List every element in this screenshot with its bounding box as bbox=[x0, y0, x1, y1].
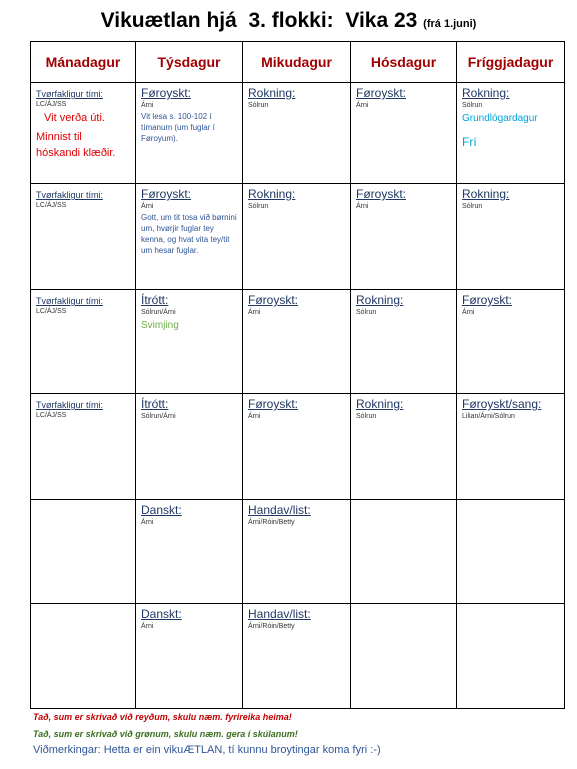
schedule-row-4 bbox=[31, 394, 565, 500]
holiday-note: Frí bbox=[462, 135, 477, 149]
subject-label: Tvørfakligur tími: bbox=[36, 89, 104, 99]
teacher-label: Sólrun/Árni bbox=[141, 309, 176, 316]
subject-label: Tvørfakligur tími: bbox=[36, 190, 104, 200]
cell-thursday-3 bbox=[351, 290, 457, 394]
subject-label: Handav/list: bbox=[248, 607, 311, 621]
cell-monday-6 bbox=[31, 604, 136, 709]
subject-label: Føroyskt: bbox=[248, 397, 298, 411]
homework-note: hóskandi klæðir. bbox=[36, 147, 116, 159]
day-header-friday: Fríggjadagur bbox=[457, 42, 565, 83]
cell-friday-3 bbox=[457, 290, 565, 394]
cell-friday-1 bbox=[457, 83, 565, 184]
lesson-note: Vit lesa s. 100-102 í tímanum (um fuglar í Føroyum). bbox=[141, 112, 215, 143]
homework-note: Vit verða úti. bbox=[44, 112, 105, 124]
cell-thursday-2 bbox=[351, 184, 457, 290]
cell-tuesday-2 bbox=[136, 184, 243, 290]
teacher-label: LC/ÁJ/SS bbox=[36, 202, 67, 209]
cell-tuesday-1 bbox=[136, 83, 243, 184]
cell-monday-4 bbox=[31, 394, 136, 500]
teacher-label: LC/ÁJ/SS bbox=[36, 412, 67, 419]
subject-label: Føroyskt: bbox=[141, 86, 191, 100]
cell-monday-5 bbox=[31, 500, 136, 604]
cell-wednesday-3 bbox=[243, 290, 351, 394]
cell-friday-2 bbox=[457, 184, 565, 290]
holiday-note: Grundlógardagur bbox=[462, 113, 538, 124]
teacher-label: Árni bbox=[141, 519, 154, 526]
subject-label: Tvørfakligur tími: bbox=[36, 296, 104, 306]
cell-friday-5 bbox=[457, 500, 565, 604]
teacher-label: Sólrun bbox=[248, 102, 269, 109]
cell-monday-3 bbox=[31, 290, 136, 394]
cell-thursday-1 bbox=[351, 83, 457, 184]
teacher-label: Árni bbox=[462, 309, 475, 316]
school-task-note: Svimjing bbox=[141, 320, 179, 331]
teacher-label: LC/ÁJ/SS bbox=[36, 101, 67, 108]
schedule-row-1 bbox=[31, 83, 565, 184]
day-header-row bbox=[31, 42, 565, 83]
cell-tuesday-6 bbox=[136, 604, 243, 709]
cell-tuesday-4 bbox=[136, 394, 243, 500]
cell-thursday-4 bbox=[351, 394, 457, 500]
subject-label: Føroyskt: bbox=[356, 86, 406, 100]
weekly-schedule-table bbox=[30, 41, 565, 709]
cell-friday-6 bbox=[457, 604, 565, 709]
subject-label: Tvørfakligur tími: bbox=[36, 400, 104, 410]
subject-label: Føroyskt: bbox=[462, 293, 512, 307]
cell-wednesday-1 bbox=[243, 83, 351, 184]
cell-wednesday-6 bbox=[243, 604, 351, 709]
cell-wednesday-2 bbox=[243, 184, 351, 290]
cell-friday-4 bbox=[457, 394, 565, 500]
teacher-label: Árni bbox=[356, 102, 369, 109]
footer-red-legend: Tað, sum er skrivað við reyðum, skulu næm. fyrireika heima! bbox=[33, 712, 292, 722]
footer-remarks: Viðmerkingar: Hetta er ein vikuÆTLAN, tí kunnu broytingar koma fyri :-) bbox=[33, 744, 381, 756]
schedule-row-5 bbox=[31, 500, 565, 604]
lesson-note: Gott, um tit tosa við børnini um, hvørjir fuglar tey kenna, og hvat vita tey/tit um hesar fuglar. bbox=[141, 213, 237, 255]
teacher-label: Árni bbox=[141, 102, 154, 109]
subject-label: Rokning: bbox=[248, 187, 296, 201]
teacher-label: Sólrun/Árni bbox=[141, 413, 176, 420]
teacher-label: Lilian/Árni/Sólrun bbox=[462, 413, 515, 420]
teacher-label: Sólrun bbox=[356, 413, 377, 420]
cell-wednesday-5 bbox=[243, 500, 351, 604]
cell-thursday-5 bbox=[351, 500, 457, 604]
teacher-label: LC/ÁJ/SS bbox=[36, 308, 67, 315]
subject-label: Rokning: bbox=[462, 187, 510, 201]
teacher-label: Árni bbox=[248, 309, 261, 316]
schedule-row-2 bbox=[31, 184, 565, 290]
day-header-tuesday: Týsdagur bbox=[136, 42, 243, 83]
day-header-thursday: Hósdagur bbox=[351, 42, 457, 83]
teacher-label: Árni bbox=[248, 413, 261, 420]
subject-label: Rokning: bbox=[462, 86, 510, 100]
title-subtitle: (frá 1.juni) bbox=[423, 18, 477, 30]
teacher-label: Árni bbox=[356, 203, 369, 210]
homework-note: Minnist til bbox=[36, 131, 82, 143]
teacher-label: Sólrun bbox=[462, 102, 483, 109]
cell-monday-2 bbox=[31, 184, 136, 290]
subject-label: Føroyskt: bbox=[248, 293, 298, 307]
day-header-wednesday: Mikudagur bbox=[243, 42, 351, 83]
teacher-label: Árni bbox=[141, 623, 154, 630]
subject-label: Danskt: bbox=[141, 607, 182, 621]
teacher-label: Sólrun bbox=[248, 203, 269, 210]
subject-label: Danskt: bbox=[141, 503, 182, 517]
schedule-row-6 bbox=[31, 604, 565, 709]
subject-label: Rokning: bbox=[356, 397, 404, 411]
subject-label: Rokning: bbox=[248, 86, 296, 100]
schedule-row-3 bbox=[31, 290, 565, 394]
day-header-monday: Mánadagur bbox=[31, 42, 136, 83]
teacher-label: Árni/Róin/Betty bbox=[248, 623, 295, 630]
teacher-label: Árni bbox=[141, 203, 154, 210]
page-title bbox=[0, 8, 577, 37]
cell-monday-1 bbox=[31, 83, 136, 184]
cell-tuesday-3 bbox=[136, 290, 243, 394]
footer-green-legend: Tað, sum er skrivað við grønum, skulu næm. gera í skúlanum! bbox=[33, 729, 298, 739]
subject-label: Ítrótt: bbox=[141, 293, 169, 307]
teacher-label: Sólrun bbox=[356, 309, 377, 316]
teacher-label: Árni/Róin/Betty bbox=[248, 519, 295, 526]
subject-label: Føroyskt/sang: bbox=[462, 397, 542, 411]
subject-label: Føroyskt: bbox=[356, 187, 406, 201]
subject-label: Rokning: bbox=[356, 293, 404, 307]
subject-label: Føroyskt: bbox=[141, 187, 191, 201]
teacher-label: Sólrun bbox=[462, 203, 483, 210]
cell-thursday-6 bbox=[351, 604, 457, 709]
subject-label: Ítrótt: bbox=[141, 397, 169, 411]
subject-label: Handav/list: bbox=[248, 503, 311, 517]
cell-wednesday-4 bbox=[243, 394, 351, 500]
title-main: Vikuætlan hjá 3. flokki: Vika 23 bbox=[100, 9, 424, 32]
cell-tuesday-5 bbox=[136, 500, 243, 604]
